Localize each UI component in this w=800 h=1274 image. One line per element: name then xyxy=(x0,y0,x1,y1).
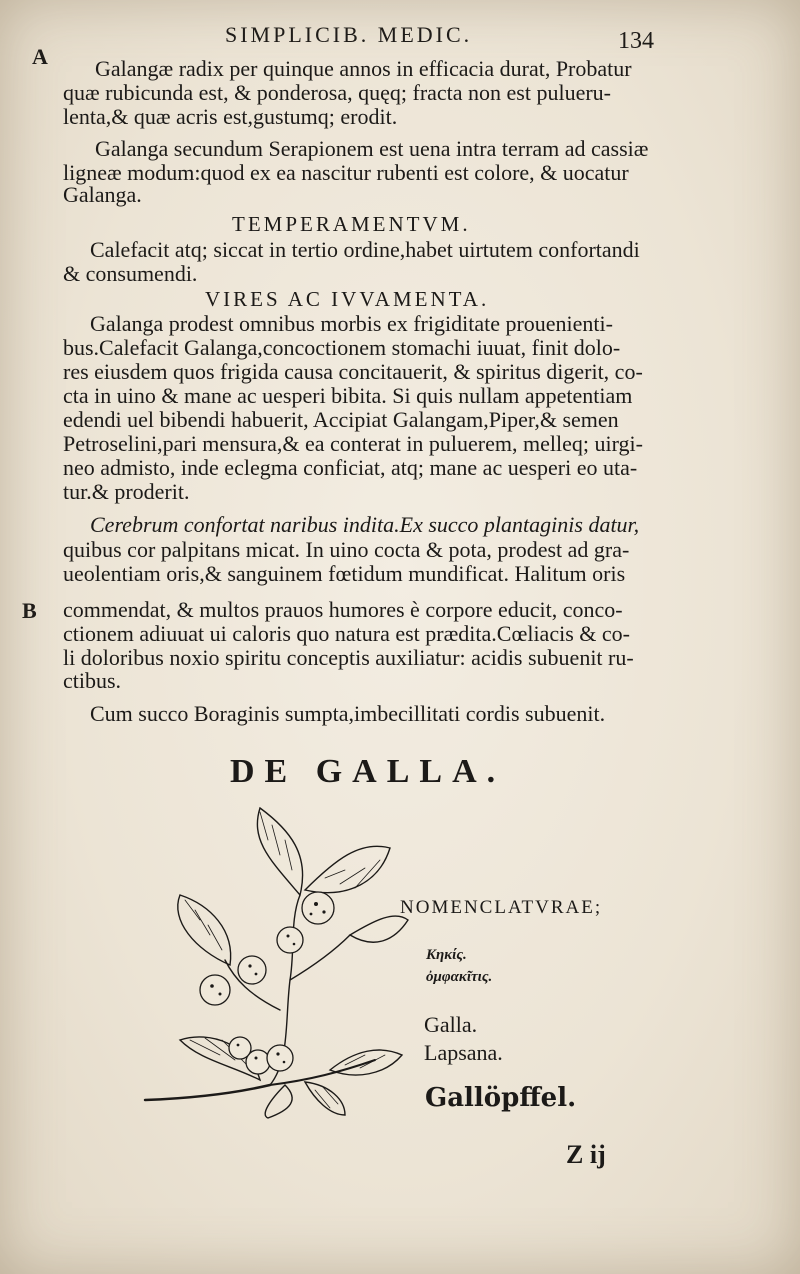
body-line: ctionem adiuuat ui caloris quo natura est prædita.Cœliacis & co- xyxy=(63,621,630,646)
nomenclature-heading: NOMENCLATVRAE; xyxy=(400,897,603,918)
body-line: Galanga secundum Serapionem est uena intra terram ad cassiæ xyxy=(95,136,649,161)
body-line: lenta,& quæ acris est,gustumq; erodit. xyxy=(63,104,398,129)
body-line: commendat, & multos prauos humores è corpore educit, conco- xyxy=(63,597,623,622)
body-line: & consumendi. xyxy=(63,261,198,286)
greek-name-2: ὀμφακῖτις. xyxy=(426,969,493,985)
body-line: ctibus. xyxy=(63,668,122,693)
body-line: cta in uino & mane ac uesperi bibita. Si quis nullam appetentiam xyxy=(63,383,633,408)
greek-name-1: Κηκίς. xyxy=(426,947,467,963)
body-line: neo admisto, inde eclegma conficiat, atq; mane ac uesperi eo uta- xyxy=(63,455,638,480)
body-line: quibus cor palpitans micat. In uino cocta & pota, prodest ad gra- xyxy=(63,537,630,562)
body-line: Galanga prodest omnibus morbis ex frigiditate prouenienti- xyxy=(90,311,613,336)
margin-letter-a: A xyxy=(32,44,48,69)
body-line: Galangæ radix per quinque annos in efficacia durat, Probatur xyxy=(95,56,632,81)
latin-name-2: Lapsana. xyxy=(424,1040,503,1065)
body-line: Cerebrum confortat naribus indita.Ex succo plantaginis datur, xyxy=(90,512,640,537)
german-name: Gallöpffel. xyxy=(425,1083,577,1113)
body-line: quæ rubicunda est, & ponderosa, quęq; fracta non est pulueru- xyxy=(63,80,612,105)
chapter-title: DE GALLA. xyxy=(230,753,506,790)
latin-name-1: Galla. xyxy=(424,1012,478,1037)
body-line: li doloribus noxio spiritu conceptis auxiliatur: acidis subuenit ru- xyxy=(63,645,634,670)
body-line: ligneæ modum:quod ex ea nascitur rubenti est colore, & uocatur xyxy=(63,160,629,185)
body-line: Calefacit atq; siccat in tertio ordine,habet uirtutem confortandi xyxy=(90,237,640,262)
signature-mark: Z ij xyxy=(566,1140,606,1169)
section-heading-vires: VIRES AC IVVAMENTA. xyxy=(205,287,490,311)
body-line: Cum succo Boraginis sumpta,imbecillitati cordis subuenit. xyxy=(90,701,606,726)
body-line: Petroselini,pari mensura,& ea conterat in puluerem, melleq; uirgi- xyxy=(63,431,643,456)
body-line: bus.Calefacit Galanga,concoctionem stomachi iuuat, finit dolo- xyxy=(63,335,621,360)
margin-letter-b: B xyxy=(22,598,37,623)
running-title: SIMPLICIB. MEDIC. xyxy=(225,22,473,47)
body-line: res eiusdem quos frigida causa concitauerit, & spiritus digerit, co- xyxy=(63,359,643,384)
body-line: edendi uel bibendi habuerit, Accipiat Galangam,Piper,& semen xyxy=(63,407,619,432)
oak-gall-branch-woodcut-icon xyxy=(140,800,410,1120)
body-line: ueolentiam oris,& sanguinem fœtidum mundificat. Halitum oris xyxy=(63,561,626,586)
page-number: 134 xyxy=(618,28,654,54)
body-line: Galanga. xyxy=(63,182,142,207)
body-line: tur.& proderit. xyxy=(63,479,190,504)
section-heading-temperamentum: TEMPERAMENTVM. xyxy=(232,212,471,236)
